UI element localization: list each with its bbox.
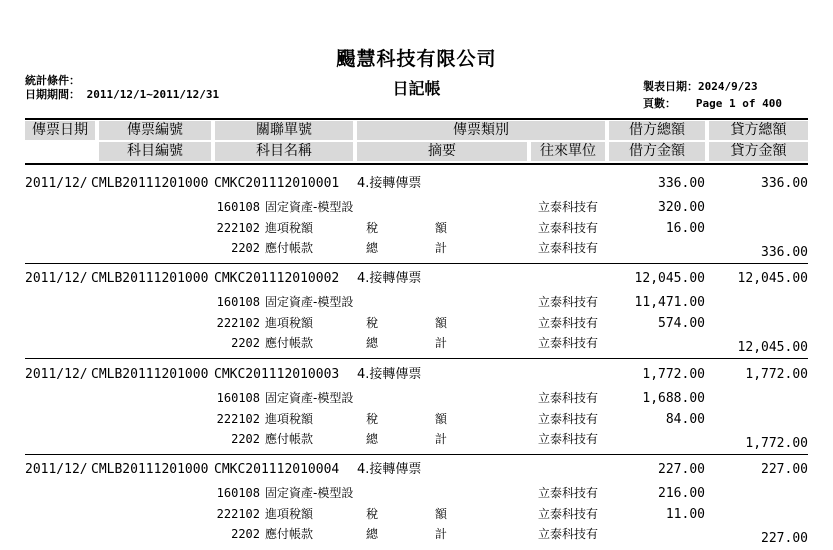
period-value: 2011/12/1~2011/12/31	[86, 88, 220, 101]
party-name: 立泰科技有	[538, 507, 599, 521]
account-name: 固定資產-模型設	[265, 391, 353, 405]
col-voucher-date: 傳票日期	[25, 121, 95, 140]
account-code: 160108	[216, 391, 260, 405]
memo-first: 總	[366, 432, 379, 446]
voucher-date: 2011/12/	[25, 176, 88, 191]
account-code: 2202	[231, 241, 260, 255]
credit-total: 336.00	[761, 176, 808, 191]
party-name: 立泰科技有	[538, 316, 599, 330]
voucher-no: CMLB20111201000	[91, 176, 209, 191]
account-code: 222102	[216, 316, 260, 330]
voucher-type: 4.接轉傳票	[357, 176, 422, 191]
line-debit: 320.00	[658, 200, 705, 215]
memo-second: 額	[435, 316, 448, 330]
voucher-no: CMLB20111201000	[91, 271, 209, 286]
page-number-line	[643, 95, 782, 111]
line-credit: 336.00	[761, 245, 808, 260]
col-party: 往來單位	[531, 142, 605, 161]
account-code: 160108	[216, 486, 260, 500]
col-voucher-no: 傳票編號	[99, 121, 211, 140]
line-debit: 84.00	[665, 412, 705, 427]
memo-first: 總	[366, 336, 379, 350]
party-name: 立泰科技有	[538, 391, 599, 405]
memo-first: 稅	[366, 507, 379, 521]
party-name: 立泰科技有	[538, 200, 599, 214]
account-name: 固定資產-模型設	[265, 200, 353, 214]
party-name: 立泰科技有	[538, 336, 599, 350]
account-code: 160108	[216, 295, 260, 309]
debit-total: 227.00	[658, 462, 705, 477]
party-name: 立泰科技有	[538, 486, 599, 500]
line-credit: 12,045.00	[737, 340, 808, 355]
col-account-name: 科目名稱	[215, 142, 353, 161]
voucher-separator	[25, 263, 808, 264]
voucher-no: CMLB20111201000	[91, 462, 209, 477]
company-name: 颺慧科技有限公司	[336, 48, 497, 70]
related-no: CMKC201112010002	[214, 271, 340, 286]
memo-second: 計	[435, 336, 448, 350]
related-no: CMKC201112010001	[214, 176, 340, 191]
credit-total: 227.00	[761, 462, 808, 477]
header-top-rule	[25, 118, 808, 120]
account-name: 固定資產-模型設	[265, 295, 353, 309]
memo-second: 額	[435, 507, 448, 521]
account-code: 222102	[216, 221, 260, 235]
line-debit: 216.00	[658, 486, 705, 501]
account-name: 應付帳款	[265, 241, 314, 255]
party-name: 立泰科技有	[538, 295, 599, 309]
col-credit-total: 貸方總額	[709, 121, 808, 140]
debit-total: 12,045.00	[634, 271, 705, 286]
col-account-code: 科目編號	[99, 142, 211, 161]
memo-second: 計	[435, 432, 448, 446]
party-name: 立泰科技有	[538, 241, 599, 255]
line-debit: 11.00	[665, 507, 705, 522]
report-title: 日記帳	[392, 79, 441, 98]
page-label: 頁數：	[643, 97, 676, 110]
memo-second: 計	[435, 241, 448, 255]
line-credit: 1,772.00	[745, 436, 808, 451]
page-value: Page 1 of 400	[695, 97, 782, 110]
print-date-line	[643, 78, 758, 94]
party-name: 立泰科技有	[538, 412, 599, 426]
col-debit: 借方金額	[609, 142, 705, 161]
debit-total: 336.00	[658, 176, 705, 191]
party-name: 立泰科技有	[538, 527, 599, 541]
memo-second: 額	[435, 221, 448, 235]
voucher-type: 4.接轉傳票	[357, 462, 422, 477]
account-name: 固定資產-模型設	[265, 486, 353, 500]
header-bottom-rule	[25, 163, 808, 165]
account-name: 應付帳款	[265, 336, 314, 350]
col-memo: 摘要	[357, 142, 527, 161]
memo-first: 總	[366, 241, 379, 255]
account-name: 進項稅額	[265, 412, 314, 426]
line-credit: 227.00	[761, 531, 808, 546]
debit-total: 1,772.00	[642, 367, 705, 382]
related-no: CMKC201112010003	[214, 367, 340, 382]
memo-second: 額	[435, 412, 448, 426]
col-voucher-type: 傳票類別	[357, 121, 605, 140]
account-code: 2202	[231, 432, 260, 446]
memo-second: 計	[435, 527, 448, 541]
account-name: 應付帳款	[265, 432, 314, 446]
voucher-date: 2011/12/	[25, 367, 88, 382]
related-no: CMKC201112010004	[214, 462, 340, 477]
account-code: 2202	[231, 527, 260, 541]
line-debit: 16.00	[665, 221, 705, 236]
col-related-no: 關聯單號	[215, 121, 353, 140]
memo-first: 稅	[366, 221, 379, 235]
voucher-separator	[25, 358, 808, 359]
voucher-date: 2011/12/	[25, 462, 88, 477]
voucher-date: 2011/12/	[25, 271, 88, 286]
credit-total: 1,772.00	[745, 367, 808, 382]
col-debit-total: 借方總額	[609, 121, 705, 140]
col-credit: 貸方金額	[709, 142, 808, 161]
memo-first: 稅	[366, 412, 379, 426]
voucher-no: CMLB20111201000	[91, 367, 209, 382]
account-name: 應付帳款	[265, 527, 314, 541]
line-debit: 11,471.00	[634, 295, 705, 310]
memo-first: 稅	[366, 316, 379, 330]
line-debit: 574.00	[658, 316, 705, 331]
print-date-label: 製表日期：	[643, 80, 698, 93]
period-label: 日期期間：	[25, 88, 80, 101]
account-code: 222102	[216, 507, 260, 521]
account-name: 進項稅額	[265, 507, 314, 521]
voucher-separator	[25, 454, 808, 455]
voucher-type: 4.接轉傳票	[357, 367, 422, 382]
account-code: 222102	[216, 412, 260, 426]
print-date-value: 2024/9/23	[698, 80, 758, 93]
party-name: 立泰科技有	[538, 432, 599, 446]
memo-first: 總	[366, 527, 379, 541]
condition-label: 統計條件：	[25, 74, 80, 87]
party-name: 立泰科技有	[538, 221, 599, 235]
credit-total: 12,045.00	[737, 271, 808, 286]
account-code: 2202	[231, 336, 260, 350]
voucher-type: 4.接轉傳票	[357, 271, 422, 286]
account-name: 進項稅額	[265, 316, 314, 330]
account-code: 160108	[216, 200, 260, 214]
account-name: 進項稅額	[265, 221, 314, 235]
line-debit: 1,688.00	[642, 391, 705, 406]
